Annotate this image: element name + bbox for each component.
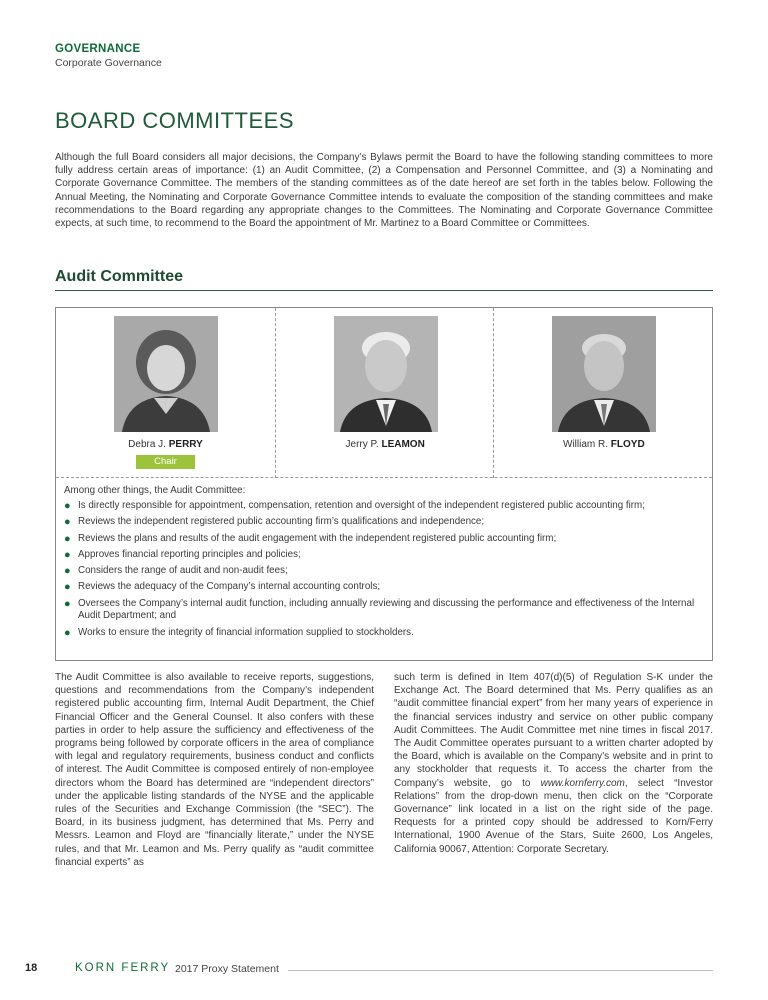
committee-box [55,307,713,661]
list-item: ● Reviews the plans and results of the audit engagement with the independent registered public accounting firm; [64,532,557,545]
member-card [56,308,275,478]
brand-logo: KORN FERRY [75,962,171,974]
footer-rule [288,970,713,971]
intro-paragraph: Although the full Board considers all major decisions, the Company’s Bylaws permit the Board to have the following standing committees to more fully address certain areas of importance: (1) an Audit Committee, (2) a Compensation and Personnel Committee, and (3) a Nominating and Corporate Governance Committee. The members of the standing committees as of the date hereof are set forth in the tables below. Following the Annual Meeting, the Nominating and Corporate Governance Committee intends to evaluate the composition of the standing committees and make recommendations to the Board regarding any appropriate changes to the Committees. The Nominating and Corporate Governance Committee expects, at such time, to recommend to the Board the appointment of Mr. Martinez to a Board Committee or Committees. [55,152,713,230]
duties-section [64,484,706,643]
member-card [275,308,494,478]
committee-heading: Audit Committee [55,268,183,285]
page-footer [25,962,713,976]
member-photo [552,316,656,432]
body-column-left: The Audit Committee is also available to receive reports, suggestions, questions and recommendations from the Company’s independent registered public accounting firm, Internal Audit Department, the Chief Financial Officer and the General Counsel. It also confers with these parties in order to help assure the sufficiency and effectiveness of the programs being followed by corporate officers in the area of compliance with legal and regulatory requirements, business conduct and conflicts of interest. The Audit Committee is composed entirely of non-employee directors whom the Board has determined are “independent directors” under the applicable listing standards of the NYSE and the applicable rules of the Securities and Exchange Commission (the “SEC”). The Board, in its business judgment, has determined that Ms. Perry and Messrs. Leamon and Floyd are “financially literate,” under the NYSE rules, and that Mr. Leamon and Ms. Perry qualify as “audit committee financial experts” as [55,672,374,868]
duties-list [64,500,706,639]
member-name: Debra J. PERRY [128,439,203,450]
bullet-icon: ● [64,581,71,594]
subsection-label: Corporate Governance [55,57,162,69]
member-photo [114,316,218,432]
list-item: ● Reviews the adequacy of the Company’s internal accounting controls; [64,581,381,594]
document-name: 2017 Proxy Statement [175,963,279,975]
heading-rule [55,290,713,291]
bullet-icon: ● [64,565,71,578]
list-item: ● Is directly responsible for appointment, compensation, retention and oversight of the independent registered public accounting firm; [64,500,645,512]
list-item: ● Reviews the independent registered public accounting firm’s qualifications and independence; [64,516,485,529]
duties-intro: Among other things, the Audit Committee: [64,485,246,496]
bullet-icon: ● [64,516,71,529]
list-item: ● Works to ensure the integrity of financial information supplied to stockholders. [64,626,414,639]
bullet-icon: ● [64,626,71,639]
member-name: William R. FLOYD [563,439,645,450]
list-item: ● Oversees the Company’s internal audit function, including annually reviewing and discussing the performance and effectiveness of the Internal Audit Department; and [64,597,695,622]
member-photo [334,316,438,432]
member-name: Jerry P. LEAMON [345,439,425,450]
page-title: BOARD COMMITTEES [55,108,295,133]
website-link[interactable]: www.kornferry.com [540,777,625,789]
bullet-icon: ● [64,532,71,545]
bullet-icon: ● [64,597,71,610]
body-column-right: such term is defined in Item 407(d)(5) of Regulation S-K under the Exchange Act. The Board determined that Ms. Perry qualifies as an “audit committee financial expert” from her many years of experience in the financial services industry and service on other public company Audit Committees. The Audit Committee met nine times in fiscal 2017. The Audit Committee operates pursuant to a written charter adopted by the Board, which is available on the Company’s website and in print to any stockholder that requests it. To access the charter from the Company’s website, go to www.kornferry.com, select “Investor Relations” from the drop-down menu, then click on the “Corporate Governance” link located in a list on the right side of the page. Requests for a printed copy should be addressed to Korn/Ferry International, 1900 Avenue of the Stars, Suite 2600, Los Angeles, California 90067, Attention: Corporate Secretary. [394,672,713,855]
member-card [493,308,712,478]
chair-badge: Chair [136,455,195,469]
section-label: GOVERNANCE [55,43,141,55]
page-number: 18 [25,962,38,974]
list-item: ● Approves financial reporting principles and policies; [64,548,301,561]
list-item: ● Considers the range of audit and non-audit fees; [64,565,288,578]
bullet-icon: ● [64,500,71,512]
members-row [56,308,712,478]
bullet-icon: ● [64,548,71,561]
